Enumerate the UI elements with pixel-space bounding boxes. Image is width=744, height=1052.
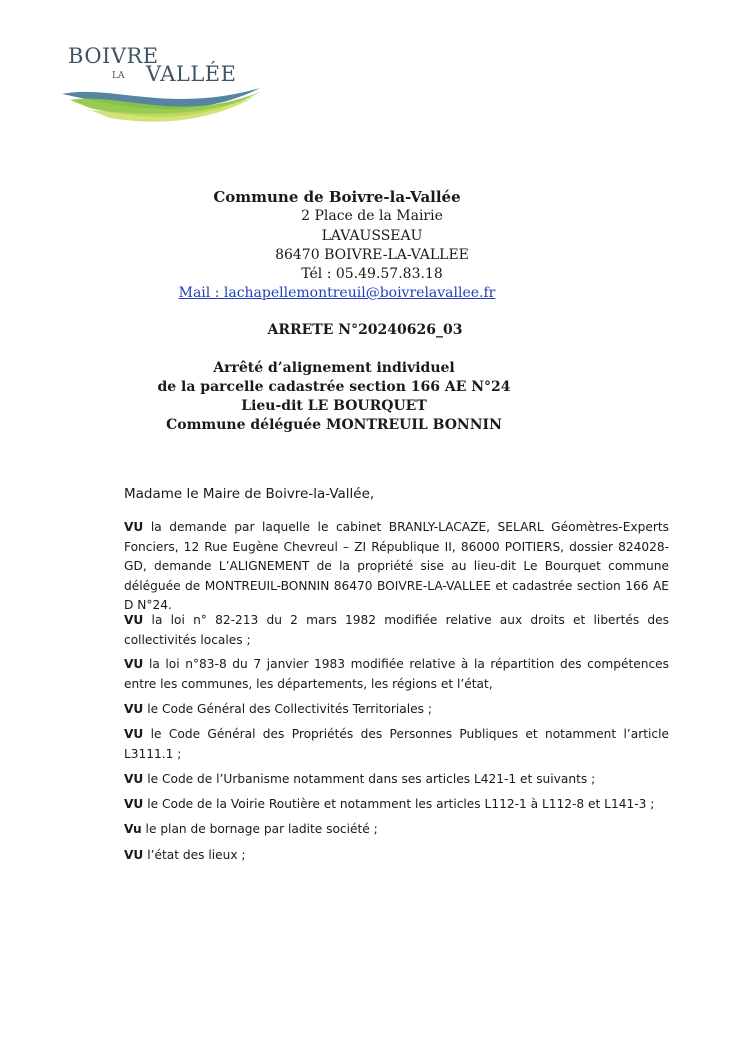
telephone-line: Tél : 05.49.57.83.18 [301, 266, 443, 282]
paragraph-text: la loi n°83-8 du 7 janvier 1983 modifiée relative à la répartition des compétences entre les communes, les départements, les régions et l’état, [124, 657, 669, 691]
greeting: Madame le Maire de Boivre-la-Vallée, [124, 486, 375, 502]
vu-label: VU [124, 797, 144, 811]
paragraph-text: la loi n° 82-213 du 2 mars 1982 modifiée relative aux droits et libertés des collectivités locales ; [124, 613, 669, 647]
paragraph-vu-etat-lieux [124, 846, 669, 866]
paragraph-vu-demande [124, 518, 669, 616]
paragraph-vu-loi-82 [124, 611, 669, 650]
paragraph-text: le Code Général des Propriétés des Personnes Publiques et notamment l’article L3111.1 ; [124, 727, 669, 761]
paragraph-text: le plan de bornage par ladite société ; [141, 822, 378, 836]
vu-label: VU [124, 848, 144, 862]
vu-label: VU [124, 613, 144, 627]
subtitle-line-4: Commune déléguée MONTREUIL BONNIN [166, 417, 502, 433]
vu-label: VU [124, 702, 144, 716]
subtitle-line-2: de la parcelle cadastrée section 166 AE N°24 [157, 379, 511, 395]
paragraph-text: le Code Général des Collectivités Territoriales ; [143, 702, 432, 716]
paragraph-text: le Code de la Voirie Routière et notamment les articles L112-1 à L112-8 et L141-3 ; [143, 797, 655, 811]
logo-text-vallee: VALLÉE [146, 62, 237, 86]
vu-label: VU [124, 657, 144, 671]
vu-label: VU [124, 727, 144, 741]
paragraph-text: la demande par laquelle le cabinet BRANLY-LACAZE, SELARL Géomètres-Experts Fonciers, 12 Rue Eugène Chevreul – ZI République II, 86000 POITIERS, dossier 824028-GD, demande L’ALIGNEMENT de la propriété sise au lieu-dit Le Bourquet commune déléguée de MONTREUIL-BONNIN 86470 BOIVRE-LA-VALLEE et cadastrée section 166 AE D N°24. [124, 520, 669, 612]
address-line: 2 Place de la Mairie [301, 208, 443, 224]
logo-wave-icon [60, 84, 265, 129]
paragraph-text: l’état des lieux ; [143, 848, 246, 862]
paragraph-vu-urbanisme [124, 770, 669, 790]
commune-title: Commune de Boivre-la-Vallée [213, 188, 461, 206]
paragraph-vu-loi-83 [124, 655, 669, 694]
city-line-2: 86470 BOIVRE-LA-VALLEE [275, 247, 469, 263]
boivre-la-vallee-logo [60, 40, 270, 135]
arrete-number: ARRETE N°20240626_03 [267, 322, 463, 338]
logo-text-la: LA [112, 71, 125, 81]
vu-label: Vu [124, 822, 142, 836]
paragraph-vu-cgct [124, 700, 669, 720]
logo-text-boivre: BOIVRE [68, 44, 159, 68]
paragraph-vu-bornage [124, 820, 669, 840]
subtitle-line-3: Lieu-dit LE BOURQUET [241, 398, 427, 414]
email-link[interactable]: Mail : lachapellemontreuil@boivrelavallee.fr [178, 285, 496, 301]
paragraph-vu-cg3p [124, 725, 669, 764]
subtitle-line-1: Arrêté d’alignement individuel [213, 360, 455, 376]
paragraph-vu-voirie [124, 795, 669, 815]
vu-label: VU [124, 520, 144, 534]
city-line-1: LAVAUSSEAU [321, 228, 423, 244]
paragraph-text: le Code de l’Urbanisme notamment dans ses articles L421-1 et suivants ; [143, 772, 596, 786]
vu-label: VU [124, 772, 144, 786]
